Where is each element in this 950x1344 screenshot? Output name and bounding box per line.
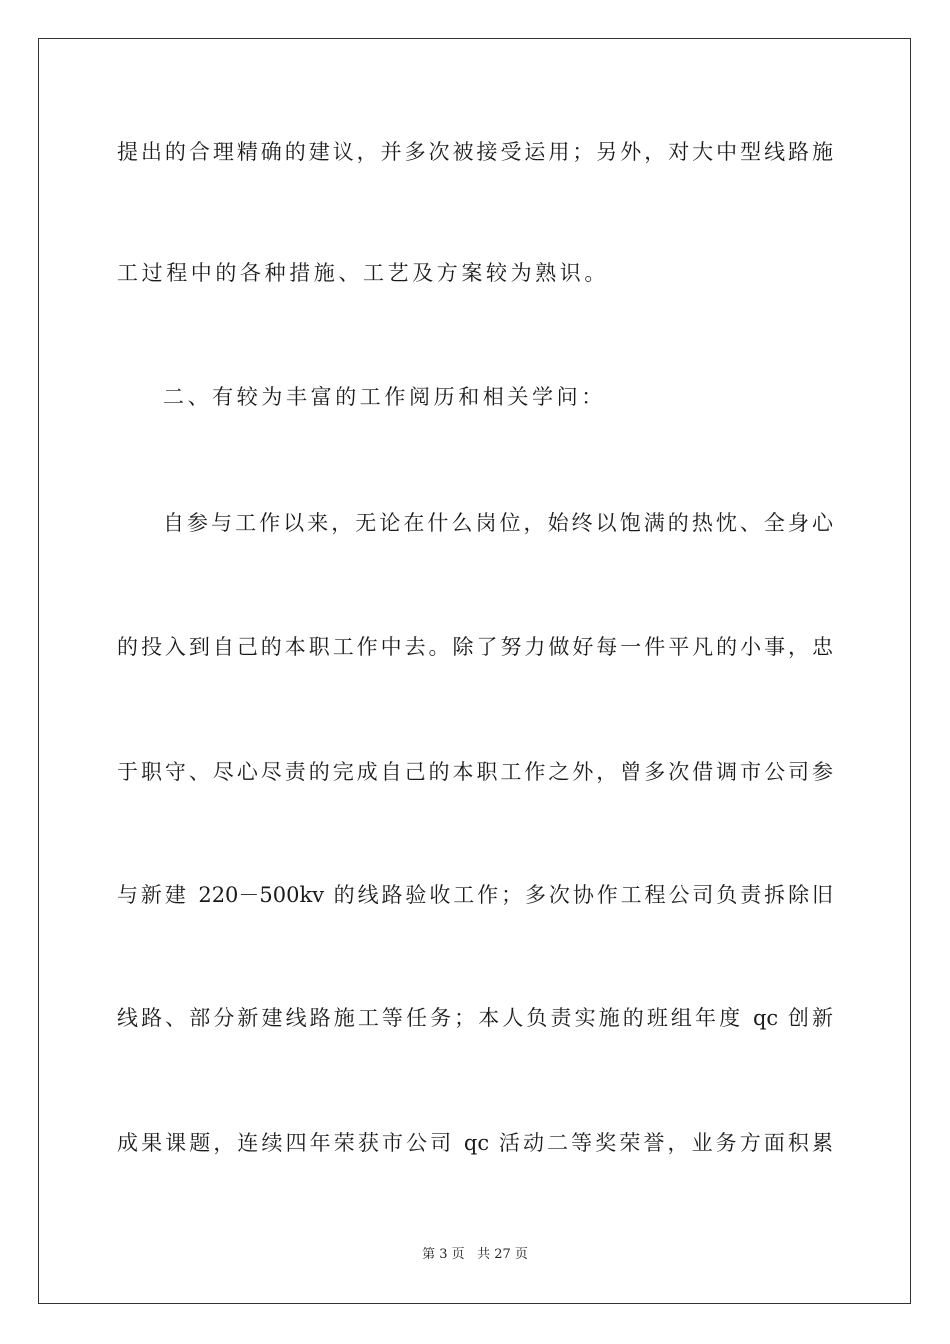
page-number: 第 3 页: [422, 1247, 465, 1262]
paragraph-line: 与新建 220－500kv 的线路验收工作；多次协作工程公司负责拆除旧: [117, 883, 833, 907]
page-border: [38, 38, 911, 1304]
paragraph-line: 成果课题，连续四年荣获市公司 qc 活动二等奖荣誉，业务方面积累: [117, 1131, 833, 1155]
paragraph-line: 自参与工作以来，无论在什么岗位，始终以饱满的热忱、全身心: [163, 511, 833, 535]
section-heading: 二、有较为丰富的工作阅历和相关学问：: [163, 385, 606, 409]
total-pages: 共 27 页: [477, 1247, 528, 1262]
paragraph-line: 提出的合理精确的建议，并多次被接受运用；另外，对大中型线路施: [117, 140, 833, 164]
paragraph-line: 工过程中的各种措施、工艺及方案较为熟识。: [117, 261, 609, 285]
paragraph-line: 于职守、尽心尽责的完成自己的本职工作之外，曾多次借调市公司参: [117, 760, 833, 784]
paragraph-line: 的投入到自己的本职工作中去。除了努力做好每一件平凡的小事，忠: [117, 635, 833, 659]
page-footer: [0, 1246, 950, 1264]
paragraph-line: 线路、部分新建线路施工等任务；本人负责实施的班组年度 qc 创新: [117, 1006, 833, 1030]
